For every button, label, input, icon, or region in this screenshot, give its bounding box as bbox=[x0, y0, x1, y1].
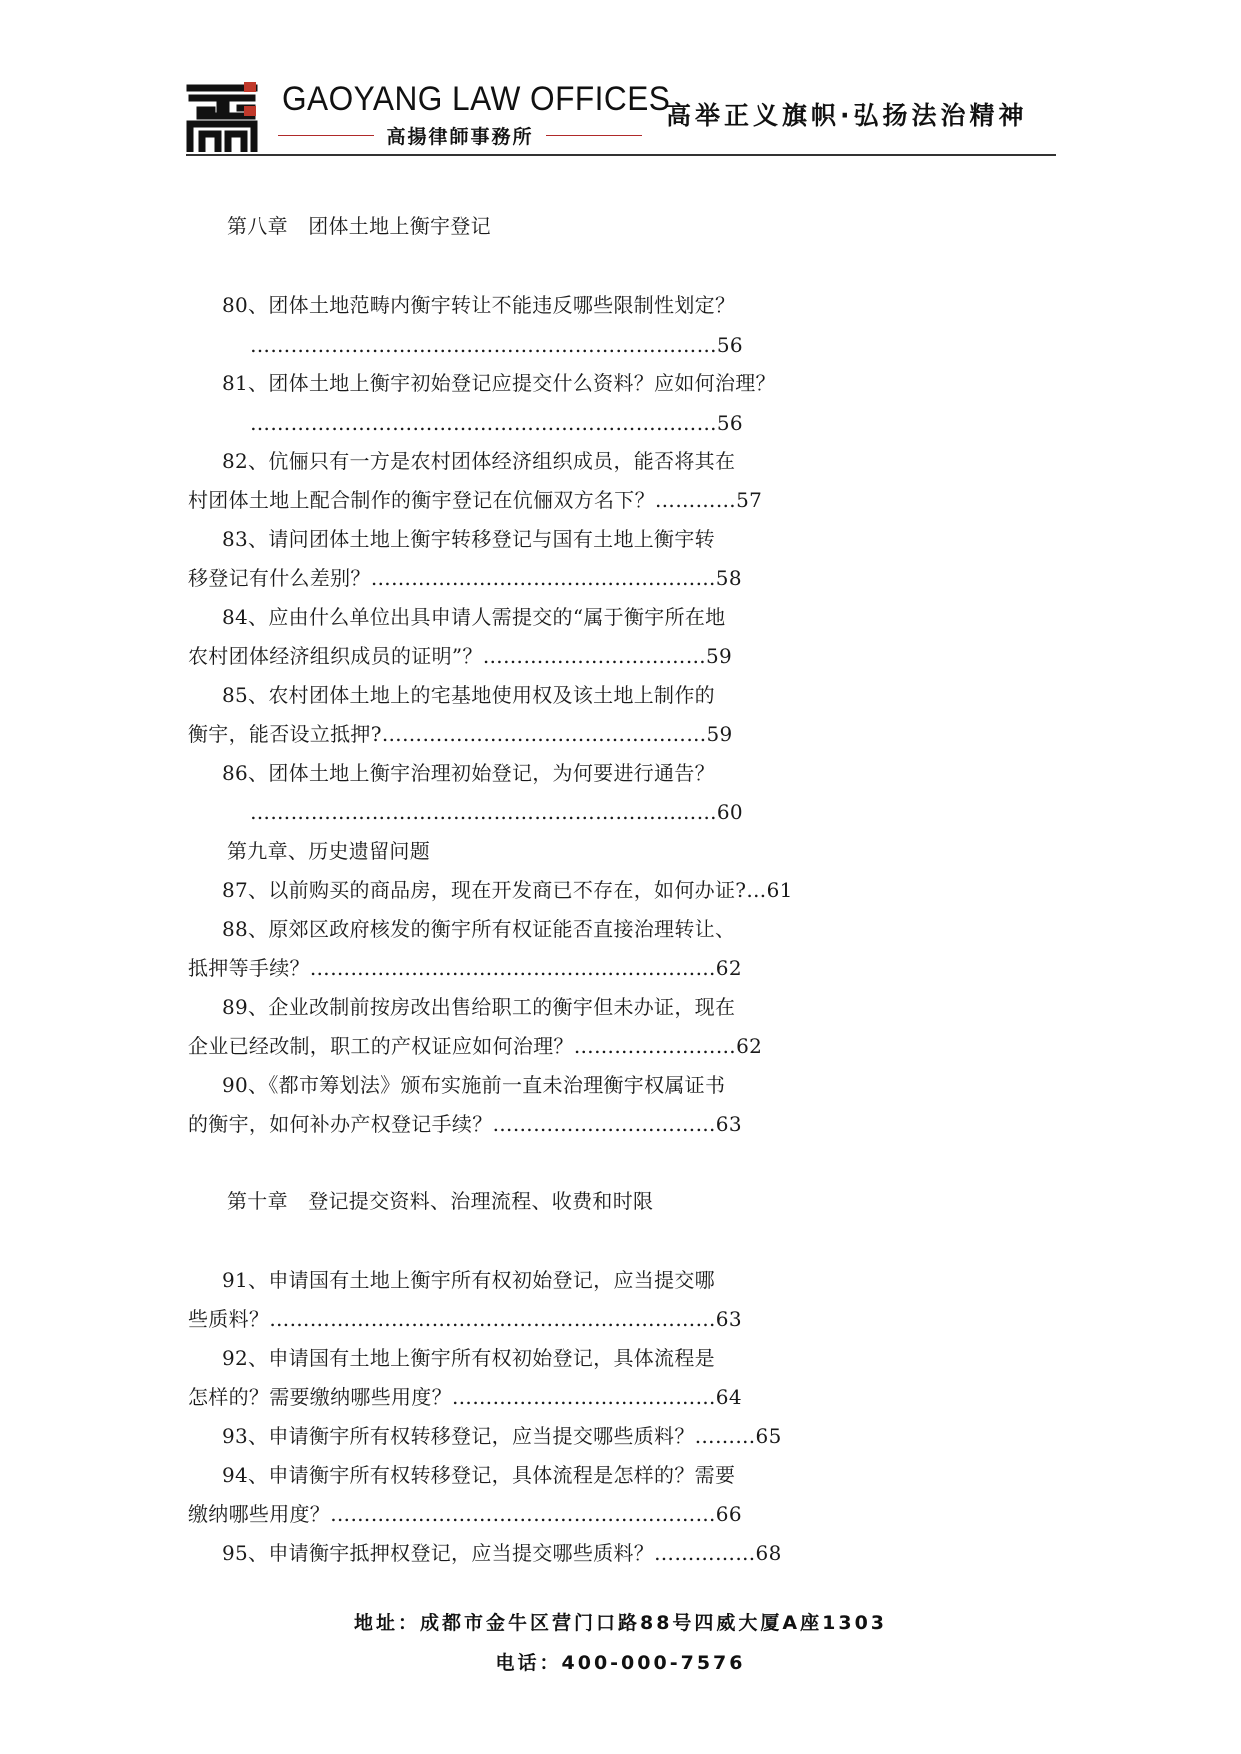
toc-entry: 94、申请衡宇所有权转移登记，具体流程是怎样的？需要 bbox=[222, 1463, 736, 1487]
toc-entry: 88、原郊区政府核发的衡宇所有权证能否直接治理转让、 bbox=[222, 917, 736, 941]
toc-entry: 91、申请国有土地上衡宇所有权初始登记，应当提交哪 bbox=[222, 1268, 715, 1292]
toc-page-leader: ……………………………………………………………60 bbox=[250, 800, 743, 824]
toc-page-leader: ……………………………………………………………56 bbox=[250, 411, 743, 435]
chapter-heading: 第八章 团体土地上衡宇登记 bbox=[227, 214, 491, 238]
toc-entry: 的衡宇，如何补办产权登记手续？……………………………63 bbox=[188, 1112, 742, 1136]
toc-entry: 衡宇，能否设立抵押?…………………………………………59 bbox=[188, 722, 733, 746]
toc-entry: 些质料？…………………………………………………………63 bbox=[188, 1307, 742, 1331]
toc-entry: 企业已经改制，职工的产权证应如何治理？……………………62 bbox=[188, 1034, 763, 1058]
toc-entry: 80、团体土地范畴内衡宇转让不能违反哪些限制性划定？ bbox=[222, 293, 736, 317]
toc-entry: 85、农村团体土地上的宅基地使用权及该土地上制作的 bbox=[222, 683, 715, 707]
toc-entry: 87、以前购买的商品房，现在开发商已不存在，如何办证?…61 bbox=[222, 878, 793, 902]
toc-entry: 82、伉俪只有一方是农村团体经济组织成员，能否将其在 bbox=[222, 449, 736, 473]
toc-entry: 农村团体经济组织成员的证明”？……………………………59 bbox=[188, 644, 733, 668]
footer-phone: 电话：400-000-7576 bbox=[495, 1652, 746, 1674]
toc-entry: 84、应由什么单位出具申请人需提交的“属于衡宇所在地 bbox=[222, 605, 726, 629]
toc-entry: 村团体土地上配合制作的衡宇登记在伉俪双方名下？…………57 bbox=[188, 488, 763, 512]
footer-address: 地址：成都市金牛区营门口路88号四威大厦A座1303 bbox=[353, 1612, 888, 1634]
toc-page-leader: ……………………………………………………………56 bbox=[250, 333, 743, 357]
toc-entry: 怎样的？需要缴纳哪些用度？…………………………………64 bbox=[188, 1385, 742, 1409]
brand-name-chinese: 高揚律師事務所 bbox=[386, 126, 534, 148]
toc-entry: 92、申请国有土地上衡宇所有权初始登记，具体流程是 bbox=[222, 1346, 715, 1370]
slogan: 高举正义旗帜·弘扬法治精神 bbox=[666, 101, 1028, 130]
toc-entry: 81、团体土地上衡宇初始登记应提交什么资料？应如何治理？ bbox=[222, 371, 776, 395]
brand-name-english: GAOYANG LAW OFFICES bbox=[282, 80, 671, 118]
toc-entry: 90、《都市筹划法》颁布实施前一直未治理衡宇权属证书 bbox=[222, 1073, 726, 1097]
toc-entry: 移登记有什么差别？……………………………………………58 bbox=[188, 566, 742, 590]
chapter-heading: 第十章 登记提交资料、治理流程、收费和时限 bbox=[227, 1189, 654, 1213]
toc-entry: 缴纳哪些用度？…………………………………………………66 bbox=[188, 1502, 742, 1526]
toc-entry: 抵押等手续？……………………………………………………62 bbox=[188, 956, 742, 980]
toc-entry: 86、团体土地上衡宇治理初始登记，为何要进行通告？ bbox=[222, 761, 715, 785]
toc-entry: 83、请问团体土地上衡宇转移登记与国有土地上衡宇转 bbox=[222, 527, 715, 551]
toc-entry: 95、申请衡宇抵押权登记，应当提交哪些质料？……………68 bbox=[222, 1541, 782, 1565]
chapter-heading: 第九章、历史遗留问题 bbox=[227, 839, 430, 863]
toc-entry: 93、申请衡宇所有权转移登记，应当提交哪些质料？………65 bbox=[222, 1424, 782, 1448]
toc-entry: 89、企业改制前按房改出售给职工的衡宇但未办证，现在 bbox=[222, 995, 736, 1019]
